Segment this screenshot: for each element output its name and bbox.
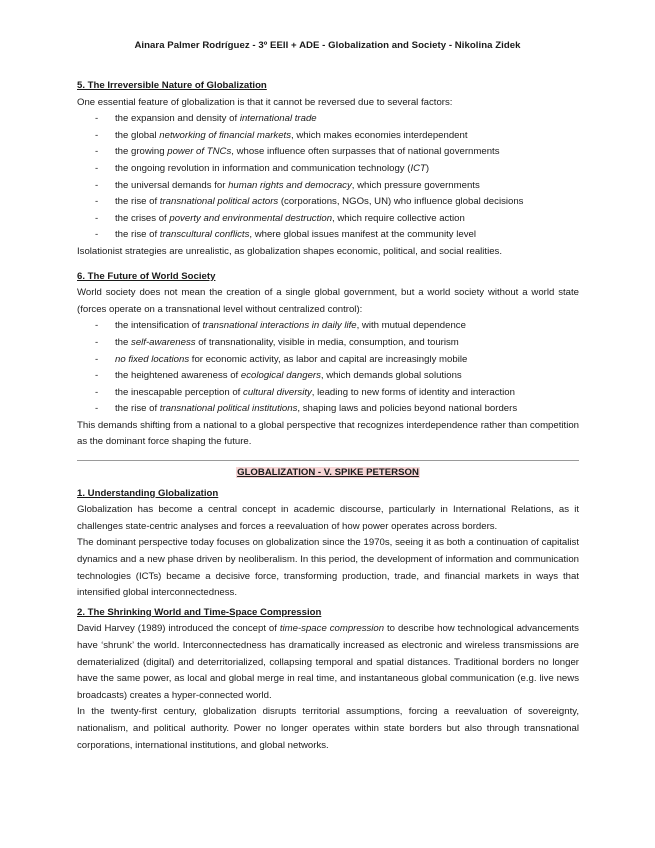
- peterson-s2-p2: In the twenty-first century, globalization disrupts territorial assumptions, forcing a reevaluation of sovereignty, nationalism, and political authority. Power no longer operates within state borders but also through transnational corporations, international institutions, and global networks.: [77, 706, 579, 751]
- section-5-list: [77, 111, 579, 244]
- list-item: - the inescapable perception of cultural diversity, leading to new forms of identity and interaction: [77, 385, 579, 402]
- list-item: - the global networking of financial markets, which makes economies interdependent: [77, 128, 579, 145]
- peterson-s1-heading: 1. Understanding Globalization: [77, 487, 219, 499]
- list-item: - the rise of transnational political institutions, shaping laws and policies beyond national borders: [77, 401, 579, 418]
- list-item: - the self-awareness of transnationality, visible in media, consumption, and tourism: [77, 335, 579, 352]
- list-item: - the rise of transnational political actors (corporations, NGOs, UN) who influence global decisions: [77, 194, 579, 211]
- list-item: - the heightened awareness of ecological dangers, which demands global solutions: [77, 368, 579, 385]
- peterson-s2-heading: 2. The Shrinking World and Time-Space Compression: [77, 606, 322, 618]
- list-item: - the intensification of transnational interactions in daily life, with mutual dependence: [77, 318, 579, 335]
- section-5-heading: 5. The Irreversible Nature of Globalization: [77, 80, 267, 91]
- peterson-title: GLOBALIZATION - V. SPIKE PETERSON: [237, 467, 419, 479]
- section-divider: [77, 460, 579, 461]
- section-6-list: [77, 318, 579, 418]
- section-5-intro: One essential feature of globalization is that it cannot be reversed due to several factors:: [77, 96, 453, 108]
- list-item: - the rise of transcultural conflicts, where global issues manifest at the community level: [77, 227, 579, 244]
- list-item: - no fixed locations for economic activity, as labor and capital are increasingly mobile: [77, 352, 579, 369]
- peterson-s2-p1: David Harvey (1989) introduced the concept of time-space compression to describe how technological advancements have ‘shrunk’ the world. Interconnectedness has dramatically increased as electronic and wireless transmissions are dematerialized (digital) and deterritorialized, collapsing temporal and spatial distances. Traditional borders no longer have the same power, as local and global merge in real time, and instantaneous global communication (e.g. live news broadcasts) creates a hyper-connected world.: [77, 623, 579, 701]
- document-body: [77, 78, 579, 754]
- list-item: - the growing power of TNCs, whose influence often surpasses that of national governments: [77, 144, 579, 161]
- list-item: - the crises of poverty and environmental destruction, which require collective action: [77, 211, 579, 228]
- list-item: - the ongoing revolution in information and communication technology (ICT): [77, 161, 579, 178]
- peterson-s1-p2: The dominant perspective today focuses on globalization since the 1970s, seeing it as both a continuation of capitalist dynamics and a new phase driven by neoliberalism. In this period, the development of information and communication technologies (ICTs) became a decisive force, transforming production, trade, and financial markets in ways that intensified global interconnectedness.: [77, 537, 579, 599]
- page-header: Ainara Palmer Rodríguez - 3º EEII + ADE - Globalization and Society - Nikolina Zidek: [134, 40, 521, 51]
- section-6-heading: 6. The Future of World Society: [77, 270, 216, 282]
- section-6-outro: This demands shifting from a national to a global perspective that recognizes interdependence rather than competition as the dominant force shaping the future.: [77, 419, 579, 448]
- section-6-intro: World society does not mean the creation of a single global government, but a world society without a world state (forces operate on a transnational level without centralized control):: [77, 287, 579, 315]
- section-5-outro: Isolationist strategies are unrealistic, as globalization shapes economic, political, and social realities.: [77, 245, 503, 257]
- list-item: - the universal demands for human rights and democracy, which pressure governments: [77, 178, 579, 195]
- list-item: - the expansion and density of international trade: [77, 111, 579, 128]
- peterson-s1-p1: Globalization has become a central concept in academic discourse, particularly in International Relations, as it challenges state-centric analyses and forces a reevaluation of how power operates across borders.: [77, 504, 579, 532]
